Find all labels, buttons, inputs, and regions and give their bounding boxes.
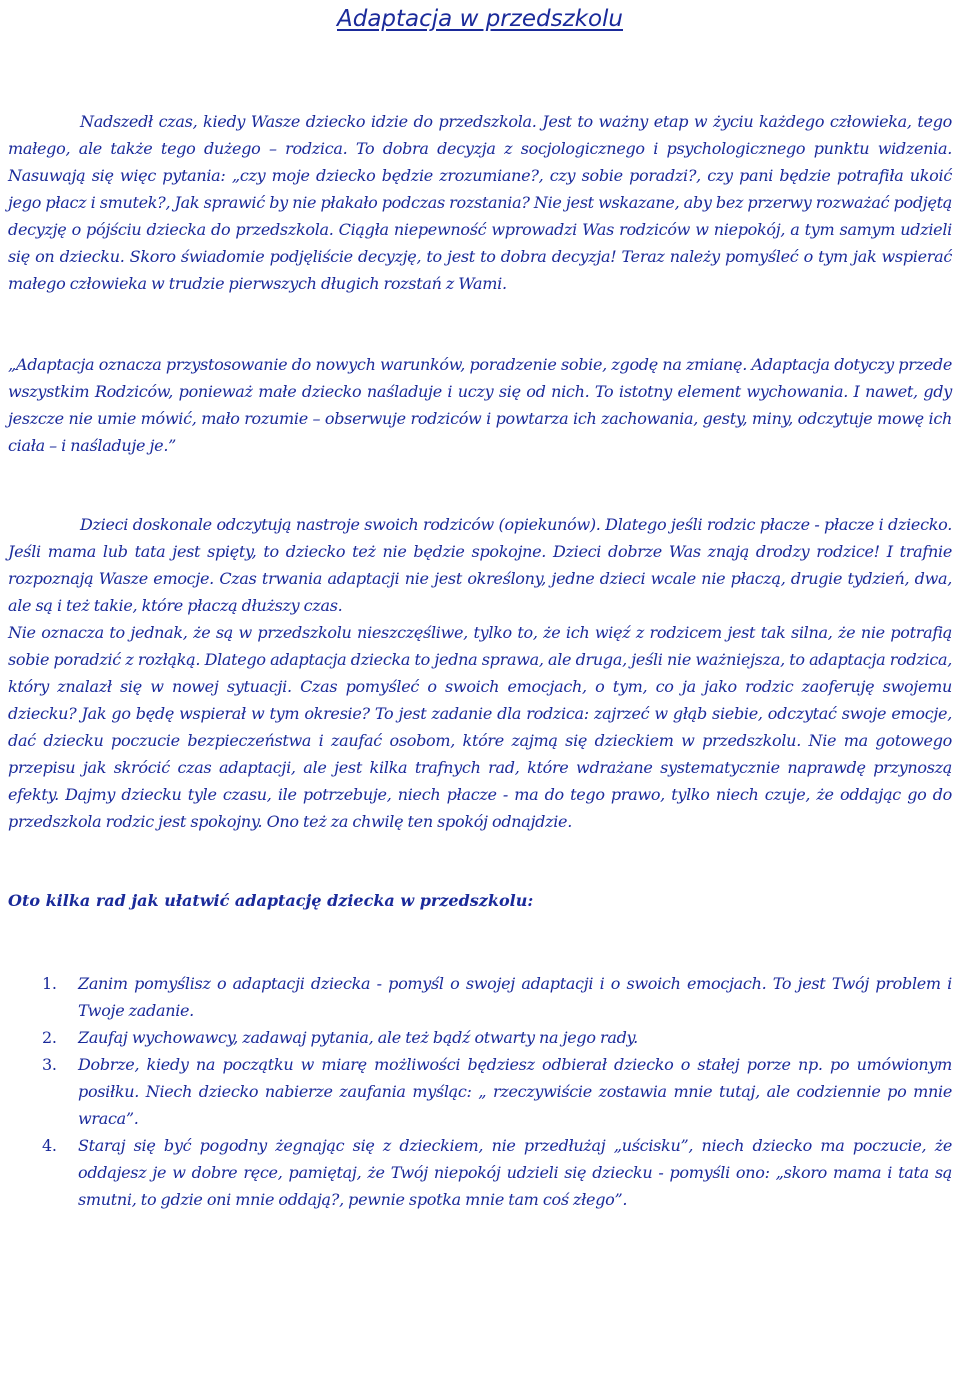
- list-item-number: 3.: [42, 1055, 57, 1074]
- list-item-text: Staraj się być pogodny żegnając się z dzieckiem, nie przedłużaj „uścisku”, niech dziecko ma poczucie, że oddajesz je w dobre ręce, pamiętaj, że Twój niepokój udzieli się dziecku - pomyśli ono: „skoro mama i tata są smutni, to gdzie oni mnie oddają?, pewnie spotka mnie tam coś złego”.: [78, 1136, 952, 1209]
- list-item-number: 1.: [42, 974, 57, 993]
- list-item-number: 2.: [42, 1028, 57, 1047]
- spacer: [8, 914, 952, 970]
- list-item: [8, 1132, 952, 1213]
- document-page: [8, 0, 952, 1213]
- list-item-number: 4.: [42, 1136, 57, 1155]
- spacer: [8, 835, 952, 887]
- tips-heading: Oto kilka rad jak ułatwić adaptację dziecka w przedszkolu:: [8, 891, 534, 910]
- list-item-text: Zanim pomyślisz o adaptacji dziecka - pomyśl o swojej adaptacji i o swoich emocjach. To jest Twój problem i Twoje zadanie.: [78, 974, 952, 1020]
- page-title: Adaptacja w przedszkolu: [337, 6, 623, 32]
- paragraph-parent-adaptation: Nie oznacza to jednak, że są w przedszkolu nieszczęśliwe, tylko to, że ich więź z rodzicem jest tak silna, że nie potrafią sobie poradzić z rozłąką. Dlatego adaptacja dziecka to jedna sprawa, ale druga, jeśli nie ważniejsza, to adaptacja rodzica, który znalazł się w nowej sytuacji. Czas pomyśleć o swoich emocjach, o tym, co ja jako rodzic zaoferuję swojemu dziecku? Jak go będę wspierał w tym okresie? To jest zadanie dla rodzica: zajrzeć w głąb siebie, odczytać swoje emocje, dać dziecku poczucie bezpieczeństwa i zaufać osobom, które zajmą się dzieckiem w przedszkolu. Nie ma gotowego przepisu jak skrócić czas adaptacji, ale jest kilka trafnych rad, które wdrażane systematycznie naprawdę przynoszą efekty. Dajmy dziecku tyle czasu, ile potrzebuje, niech płacze - ma do tego prawo, tylko niech czuje, że oddając go do przedszkola rodzic jest spokojny. Ono też za chwilę ten spokój odnajdzie.: [8, 623, 952, 831]
- spacer: [8, 297, 952, 351]
- list-item-text: Zaufaj wychowawcy, zadawaj pytania, ale też bądź otwarty na jego rady.: [78, 1028, 638, 1047]
- list-item: [8, 970, 952, 1024]
- paragraph-emotions: Dzieci doskonale odczytują nastroje swoich rodziców (opiekunów). Dlatego jeśli rodzic płacze - płacze i dziecko. Jeśli mama lub tata jest spięty, to dziecko też nie będzie spokojne. Dzieci dobrze Was znają drodzy rodzice! I trafnie rozpoznają Wasze emocje. Czas trwania adaptacji nie jest określony, jedne dzieci wcale nie płaczą, drugie tydzień, dwa, ale są i też takie, które płaczą dłuższy czas.: [8, 515, 952, 615]
- spacer: [8, 459, 952, 511]
- list-item-text: Dobrze, kiedy na początku w miarę możliwości będziesz odbierał dziecko o stałej porze np. po umówionym posiłku. Niech dziecko nabierze zaufania myśląc: „ rzeczywiście zostawia mnie tutaj, ale codziennie po mnie wraca”.: [78, 1055, 952, 1128]
- tips-list: [8, 970, 952, 1213]
- list-item: [8, 1024, 952, 1051]
- list-item: [8, 1051, 952, 1132]
- spacer: [8, 64, 952, 108]
- paragraph-quote: „Adaptacja oznacza przystosowanie do nowych warunków, poradzenie sobie, zgodę na zmianę. Adaptacja dotyczy przede wszystkim Rodziców, ponieważ małe dziecko naśladuje i uczy się od nich. To istotny element wychowania. I nawet, gdy jeszcze nie umie mówić, mało rozumie – obserwuje rodziców i powtarza ich zachowania, gesty, miny, odczytuje mowę ich ciała – i naśladuje je.”: [8, 355, 952, 455]
- paragraph-intro: Nadszedł czas, kiedy Wasze dziecko idzie do przedszkola. Jest to ważny etap w życiu każdego człowieka, tego małego, ale także tego dużego – rodzica. To dobra decyzja z socjologicznego i psychologicznego punktu widzenia. Nasuwają się więc pytania: „czy moje dziecko będzie zrozumiane?, czy sobie poradzi?, czy pani będzie potrafiła ukoić jego płacz i smutek?, Jak sprawić by nie płakało podczas rozstania? Nie jest wskazane, aby bez przerwy rozważać podjętą decyzję o pójściu dziecka do przedszkola. Ciągła niepewność wprowadzi Was rodziców w niepokój, a tym samym udzieli się on dziecku. Skoro świadomie podjęliście decyzję, to jest to dobra decyzja! Teraz należy pomyśleć o tym jak wspierać małego człowieka w trudzie pierwszych długich rozstań z Wami.: [8, 112, 952, 293]
